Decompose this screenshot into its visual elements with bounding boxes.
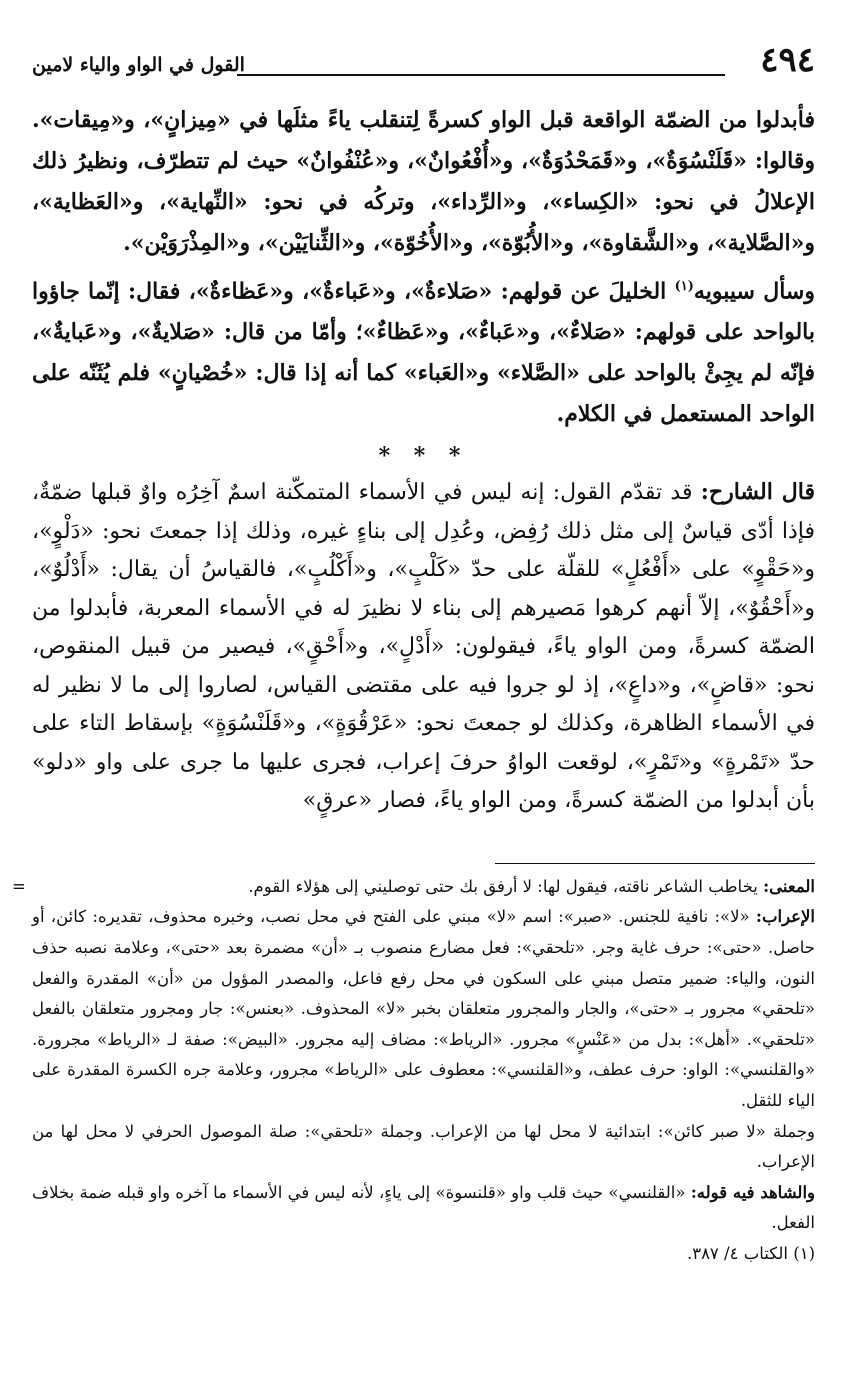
footnote-jumla: وجملة «لا صبر كائن»: ابتدائية لا محل لها من الإعراب. وجملة «تلحقي»: صلة الموصول الحرفي لا محل لها من الإعراب. [32,1121,815,1172]
text-paragraph-1: فأبدلوا من الضمّة الواقعة قبل الواو كسرةً لِتنقلب ياءً مثلَها في «مِيزانٍ»، و«مِيقات». وقالوا: «قَلَنْسُوَةٌ»، و«قَمَحْدُوَةٌ»، و«أُفْعُوانٌ»، و«عُنْفُوانٌ» حيث لم تتطرّف، ونظيرُ ذلك الإعلالُ في نحو: «الكِساء»، و«الرِّداء»، وتركُه في نحو: «النِّهاية»، و«العَظاية»، و«الصَّلاية»، و«الشَّقاوة»، و«الأُبُوّة»، و«الأُخُوّة»، و«الثِّنايَيْن»، و«المِذْرَوَيْن». [32,107,815,256]
footnote-shahid [32,1178,815,1239]
footnotes [12,872,816,1270]
section-separator: * * * [378,443,469,470]
meaning-text: يخاطب الشاعر ناقته، فيقول لها: لا أرفق بك حتى توصليني إلى هؤلاء القوم. [248,876,758,896]
commentary-lead: قال الشارح: [700,479,815,506]
footnote-ref-1[interactable]: (١) [674,279,694,294]
irab-text: «لا»: نافية للجنس. «صبر»: اسم «لا» مبني على الفتح في محل نصب، وخبره محذوف، تقديره: كائن، أو حاصل. «حتى»: حرف غاية وجر. «تلحقي»: فعل مضارع منصوب بـ «أن» مضمرة بعد «حتى»، وعلامة نصبه حذف النون، والياء: ضمير متصل مبني على السكون في محل رفع فاعل، والمصدر المؤول من «أن» المقدرة والفعل «تلحقي» مجرور بـ «حتى»، والجار والمجرور متعلقان بخبر «لا» المحذوف. «بعنس»: جار ومجرور متعلقان بالفعل «تلحقي». «أهل»: بدل من «عَنْسٍ» مجرور. «الرياط»: مضاف إليه مجرور. «البيض»: صفة لـ «الرياط» مجرورة. «والقلنسي»: الواو: حرف عطف، و«القلنسي»: معطوف على «الرياط» مجرور، وعلامة جره الكسرة المقدرة على الياء للثقل. [32,907,815,1110]
meaning-lead: المعنى: [763,876,815,896]
irab-lead: الإعراب: [755,907,816,927]
commentary [32,473,815,821]
footnote-rule [495,863,815,864]
shahid-lead: والشاهد فيه قوله: [690,1182,816,1202]
running-title: القول في الواو والياء لامين [32,54,245,76]
paragraph-2-lead: وسأل سيبويه [693,278,815,305]
paragraph-2-body: الخليلَ عن قولهم: «صَلاءةٌ»، و«عَباءةٌ»، و«عَظاءةٌ»، فقال: إنّما جاؤوا بالواحد على قولهم: «صَلاءٌ»، و«عَباءٌ»، و«عَظاءٌ»؛ وأمّا من قال: «صَلايةٌ»، و«عَبايةٌ»، فإنّه لم يجِئْ بالواحد على «الصَّلاء» و«العَباء» كما أنه إذا قال: «خُصْيانٍ» فلم يُثَنّه على الواحد المستعمل في الكلام. [32,278,815,428]
book-page [12,40,816,1354]
footnote-meaning [12,872,815,903]
continuation-mark: = [12,876,26,896]
text-paragraph-2 [32,266,815,435]
footnote-irab [32,902,815,1116]
running-header [32,40,815,86]
commentary-body: قد تقدّم القول: إنه ليس في الأسماء المتمكّنة اسمٌ آخِرُه واوٌ قبلها ضمّةٌ، فإذا أدّى قياسٌ إلى مثل ذلك رُفِض، وعُدِل إلى بناءٍ غيره، وذلك إذا جمعتَ نحو: «دَلْوٍ»، و«حَقْوٍ» على «أَفْعُلٍ» للقلّة على حدّ «كَلْبٍ»، و«أَكْلُبٍ»، فالقياسُ أن يقال: «أَدْلُوٌ»، و«أَحْقُوٌ»، إلاّ أنهم كرهوا مَصيرهم إلى بناء لا نظيرَ له في الأسماء المعربة، فأبدلوا من الضمّة كسرةً، ومن الواو ياءً، فيقولون: «أَدْلٍ»، و«أَحْقٍ»، فيصير من قبيل المنقوص، نحو: «قاضٍ»، و«داعٍ»، إذ لو جروا فيه على مقتضى القياس، لصاروا إلى ما لا نظير له في الأسماء الظاهرة، وكذلك لو جمعتَ نحو: «عَرْقُوَةٍ»، و«قَلَنْسُوَةٍ» بإسقاط التاء على حدّ «تَمْرةٍ» و«تَمْرٍ»، لوقعت الواوُ حرفَ إعراب، فجرى عليها ما جرى على واو «دلو» بأن أبدلوا من الضمّة كسرةً، ومن الواو ياءً، فصار «عرقٍ» [32,480,815,814]
shahid-text: «القلنسي» حيث قلب واو «قلنسوة» إلى ياءٍ، لأنه ليس في الأسماء ما آخره واو قبله ضمة بخلاف الفعل. [32,1182,815,1233]
commentary-paragraph [32,473,815,821]
main-text [32,100,815,435]
footnote-1: (١) الكتاب ٤/ ٣٨٧. [686,1243,815,1263]
page-number: ٤٩٤ [760,40,815,80]
header-rule [237,74,725,76]
